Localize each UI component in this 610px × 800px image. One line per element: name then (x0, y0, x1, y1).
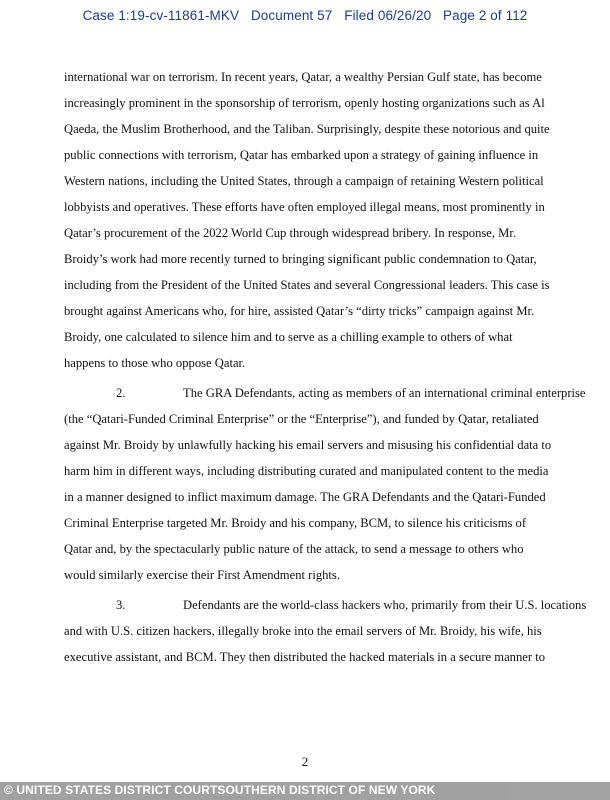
text-line: Qatar’s procurement of the 2022 World Cup through widespread bribery. In response, Mr. (64, 226, 517, 240)
case-header (0, 8, 610, 23)
case-number: Case 1:19-cv-11861-MKV (82, 8, 240, 23)
text-line: brought against Americans who, for hire, assisted Qatar’s “dirty tricks” campaign against Mr. (64, 304, 535, 318)
page-count: Page 2 of 112 (443, 8, 528, 23)
text-line: Western nations, including the United States, through a campaign of retaining Western political (64, 174, 544, 188)
text-line: Qatar and, by the spectacularly public nature of the attack, to send a message to others who (64, 542, 524, 556)
text-line: and with U.S. citizen hackers, illegally broke into the email servers of Mr. Broidy, his wife, his (64, 624, 542, 638)
text-line: Broidy’s work had more recently turned to bringing significant public condemnation to Qatar, (64, 252, 537, 266)
paragraph-3 (64, 592, 587, 670)
text-line: in a manner designed to inflict maximum damage. The GRA Defendants and the Qatari-Funded (64, 490, 546, 504)
text-line: executive assistant, and BCM. They then distributed the hacked materials in a secure manner to (64, 650, 545, 664)
line-text: Defendants are the world-class hackers who, primarily from their U.S. locations (183, 598, 587, 612)
text-line: happens to those who oppose Qatar. (64, 356, 246, 370)
text-line: Criminal Enterprise targeted Mr. Broidy and his company, BCM, to silence his criticisms of (64, 516, 527, 530)
text-line: would similarly exercise their First Amendment rights. (64, 568, 340, 582)
line-text: The GRA Defendants, acting as members of an international criminal enterprise (183, 386, 586, 400)
paragraph-2 (64, 380, 586, 588)
text-line: increasingly prominent in the sponsorship of terrorism, openly hosting organizations such as Al (64, 96, 545, 110)
text-line: against Mr. Broidy by unlawfully hacking his email servers and misusing his confidential data to (64, 438, 552, 452)
text-line (64, 592, 587, 618)
paragraph-continued (64, 64, 564, 376)
page-number: 2 (301, 754, 309, 769)
document-number: Document 57 (250, 8, 333, 23)
text-line: international war on terrorism. In recent years, Qatar, a wealthy Persian Gulf state, has become (64, 70, 542, 84)
document-body (64, 64, 587, 674)
text-line: harm him in different ways, including distributing curated and manipulated content to the media (64, 464, 549, 478)
text-line: (the “Qatari-Funded Criminal Enterprise” or the “Enterprise”), and funded by Qatar, retaliated (64, 412, 539, 426)
text-line: public connections with terrorism, Qatar has embarked upon a strategy of gaining influence in (64, 148, 539, 162)
text-line: including from the President of the United States and several Congressional leaders. This case is (64, 278, 550, 292)
paragraph-number: 3. (116, 598, 126, 612)
text-line (64, 380, 586, 406)
copyright-watermark: © UNITED STATES DISTRICT COURTSOUTHERN DISTRICT OF NEW YORK (4, 783, 436, 797)
text-line: Qaeda, the Muslim Brotherhood, and the Taliban. Surprisingly, despite these notorious and quite (64, 122, 550, 136)
filed-date: Filed 06/26/20 (344, 8, 432, 23)
text-line: Broidy, one calculated to silence him and to serve as a chilling example to others of what (64, 330, 513, 344)
paragraph-number: 2. (116, 386, 126, 400)
copyright-watermark-bar (0, 782, 610, 800)
text-line: lobbyists and operatives. These efforts have often employed illegal means, most prominently in (64, 200, 545, 214)
